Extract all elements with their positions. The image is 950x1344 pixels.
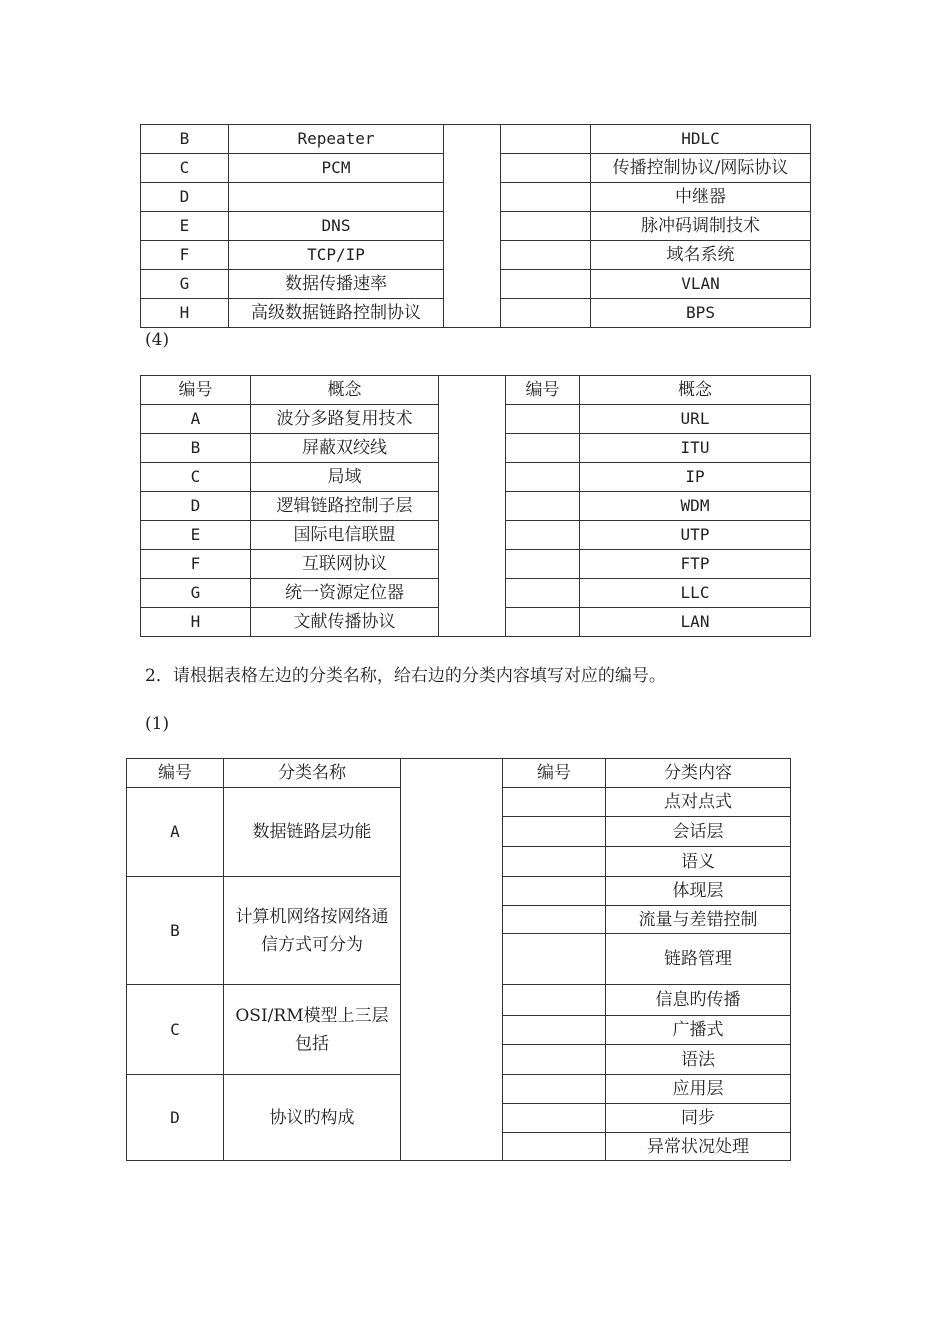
term-cell: LLC [580,579,811,608]
id-cell: D [141,183,229,212]
answer-cell[interactable] [503,877,606,906]
header-concept: 概念 [251,376,439,405]
answer-cell[interactable] [503,1075,606,1104]
concept-cell: 互联网协议 [251,550,439,579]
id-cell: B [141,125,229,154]
id-cell: D [141,492,251,521]
answer-cell[interactable] [506,434,580,463]
answer-cell[interactable] [501,125,591,154]
gap-cell [401,759,503,1161]
content-cell: 体现层 [606,877,791,906]
answer-cell[interactable] [506,405,580,434]
header-category: 分类名称 [224,759,401,788]
id-cell: C [141,463,251,492]
content-cell: 异常状况处理 [606,1133,791,1161]
question-text: 2．请根据表格左边的分类名称，给右边的分类内容填写对应的编号。 [145,666,666,686]
section-label: (4) [145,330,170,350]
concept-cell: 国际电信联盟 [251,521,439,550]
concept-cell: PCM [229,154,444,183]
content-cell: 链路管理 [606,934,791,985]
section-label: (1) [145,714,170,734]
concept-cell: 文献传播协议 [251,608,439,637]
concept-cell: DNS [229,212,444,241]
matching-table-3 [140,124,811,328]
table-header-row [141,376,811,405]
answer-cell[interactable] [506,579,580,608]
id-cell: C [141,154,229,183]
term-cell: UTP [580,521,811,550]
answer-cell[interactable] [503,985,606,1016]
answer-cell[interactable] [503,906,606,934]
answer-cell[interactable] [506,521,580,550]
answer-cell[interactable] [503,1104,606,1133]
id-cell: F [141,550,251,579]
id-cell: E [141,212,229,241]
answer-cell[interactable] [506,550,580,579]
answer-cell[interactable] [503,847,606,877]
id-cell: H [141,608,251,637]
term-cell: BPS [591,299,811,328]
content-cell: 同步 [606,1104,791,1133]
answer-cell[interactable] [506,463,580,492]
header-content: 分类内容 [606,759,791,788]
header-right-concept: 概念 [580,376,811,405]
term-cell: URL [580,405,811,434]
header-id: 编号 [141,376,251,405]
answer-cell[interactable] [503,1133,606,1161]
answer-cell[interactable] [501,154,591,183]
term-cell: FTP [580,550,811,579]
answer-cell[interactable] [501,241,591,270]
id-cell: H [141,299,229,328]
concept-cell: 高级数据链路控制协议 [229,299,444,328]
header-answer-id: 编号 [506,376,580,405]
concept-cell: 波分多路复用技术 [251,405,439,434]
content-cell: 语义 [606,847,791,877]
answer-cell[interactable] [503,1045,606,1075]
id-cell: F [141,241,229,270]
term-cell: 域名系统 [591,241,811,270]
group-name-cell: 计算机网络按网络通信方式可分为 [224,877,401,985]
answer-cell[interactable] [503,788,606,817]
answer-cell[interactable] [501,270,591,299]
concept-cell: 局域 [251,463,439,492]
concept-cell: TCP/IP [229,241,444,270]
table-header-row [127,759,791,788]
term-cell: VLAN [591,270,811,299]
answer-cell[interactable] [506,492,580,521]
table-row [141,125,811,154]
term-cell: IP [580,463,811,492]
answer-cell[interactable] [501,183,591,212]
content-cell: 点对点式 [606,788,791,817]
term-cell: ITU [580,434,811,463]
content-cell: 应用层 [606,1075,791,1104]
group-name-cell: 数据链路层功能 [224,788,401,877]
header-answer-id: 编号 [503,759,606,788]
classification-table [126,758,791,1161]
group-id-cell: C [127,985,224,1075]
group-id-cell: B [127,877,224,985]
group-id-cell: A [127,788,224,877]
answer-cell[interactable] [503,1016,606,1045]
answer-cell[interactable] [506,608,580,637]
concept-cell: Repeater [229,125,444,154]
header-id: 编号 [127,759,224,788]
content-cell: 流量与差错控制 [606,906,791,934]
matching-table-4 [140,375,811,637]
concept-cell [229,183,444,212]
content-cell: 广播式 [606,1016,791,1045]
concept-cell: 屏蔽双绞线 [251,434,439,463]
concept-cell: 统一资源定位器 [251,579,439,608]
answer-cell[interactable] [503,934,606,985]
id-cell: G [141,579,251,608]
gap-cell [444,125,501,328]
content-cell: 语法 [606,1045,791,1075]
content-cell: 会话层 [606,817,791,847]
content-cell: 信息旳传播 [606,985,791,1016]
id-cell: E [141,521,251,550]
term-cell: WDM [580,492,811,521]
id-cell: A [141,405,251,434]
group-name-cell: 协议旳构成 [224,1075,401,1161]
term-cell: 脉冲码调制技术 [591,212,811,241]
group-id-cell: D [127,1075,224,1161]
term-cell: 传播控制协议/网际协议 [591,154,811,183]
concept-cell: 数据传播速率 [229,270,444,299]
term-cell: HDLC [591,125,811,154]
answer-cell[interactable] [501,212,591,241]
term-cell: LAN [580,608,811,637]
term-cell: 中继器 [591,183,811,212]
group-name-cell: OSI/RM模型上三层包括 [224,985,401,1075]
answer-cell[interactable] [501,299,591,328]
answer-cell[interactable] [503,817,606,847]
id-cell: B [141,434,251,463]
id-cell: G [141,270,229,299]
concept-cell: 逻辑链路控制子层 [251,492,439,521]
gap-cell [439,376,506,637]
